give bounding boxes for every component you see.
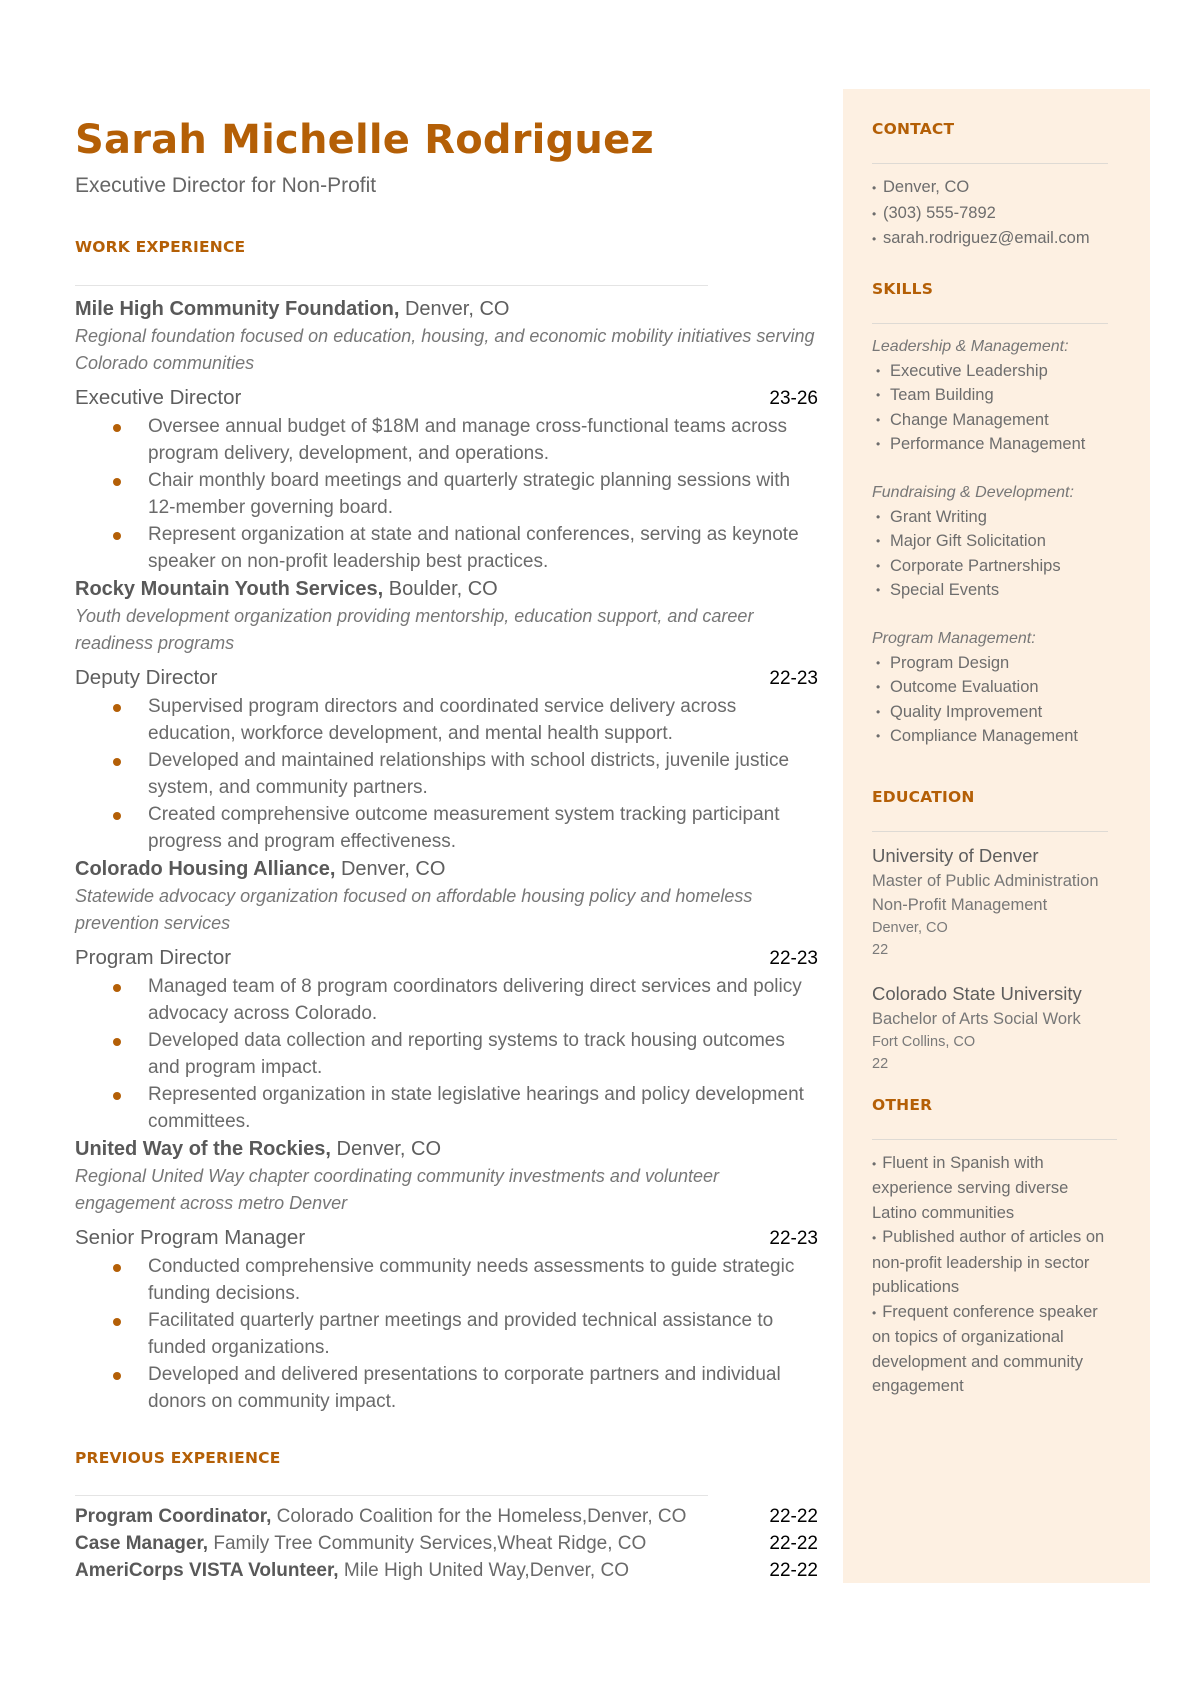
- company-name: Rocky Mountain Youth Services,: [75, 578, 384, 600]
- previous-experience-desc: [75, 1530, 646, 1557]
- company-line: [75, 296, 818, 323]
- graduation-year: 22: [872, 1055, 889, 1072]
- contact-item[interactable]: [872, 175, 1127, 201]
- job-bullet: [75, 521, 818, 575]
- previous-detail: Mile High United Way,Denver, CO: [343, 1560, 629, 1581]
- previous-experience-row: [75, 1530, 818, 1557]
- bullet-dot-icon: [113, 1038, 121, 1046]
- previous-experience-row: [75, 1557, 818, 1584]
- company-name: Colorado Housing Alliance,: [75, 858, 336, 880]
- bullet-icon: •: [872, 1305, 877, 1320]
- sidebar: [843, 89, 1150, 1583]
- contact-text[interactable]: (303) 555-7892: [883, 203, 996, 222]
- job-title: Deputy Director: [75, 666, 218, 689]
- skill-text: Change Management: [890, 410, 1049, 429]
- education-entry: [872, 981, 1127, 1075]
- skill-text: Special Events: [890, 581, 1000, 599]
- skill-text: Outcome Evaluation: [890, 678, 1039, 696]
- skill-item: [872, 700, 1127, 725]
- bullet-icon: •: [872, 206, 877, 221]
- job-row: [75, 384, 818, 413]
- job-dates: 22-23: [769, 948, 818, 969]
- skill-item: [872, 505, 1127, 530]
- bullet-icon: •: [876, 388, 881, 402]
- bullet-text: Developed and maintained relationships with school districts, juvenile justice system, and community partners.: [148, 750, 790, 798]
- job-title: Senior Program Manager: [75, 1226, 306, 1249]
- bullet-text: Developed data collection and reporting systems to track housing outcomes and program impact.: [148, 1030, 785, 1078]
- bullet-text: Represented organization in state legislative hearings and policy development committees.: [148, 1084, 804, 1132]
- other-text: Frequent conference speaker on topics of organizational development and community engagement: [872, 1302, 1098, 1395]
- other-list: [872, 1151, 1127, 1399]
- previous-experience-divider: [75, 1495, 708, 1496]
- skill-item: [872, 675, 1127, 700]
- skill-text: Quality Improvement: [890, 702, 1043, 721]
- contact-list: [872, 175, 1127, 252]
- education-heading: EDUCATION: [872, 787, 975, 806]
- company-description: Regional United Way chapter coordinating community investments and volunteer engagement across metro Denver: [75, 1166, 720, 1213]
- candidate-name: Sarah Michelle Rodriguez: [75, 117, 654, 163]
- bullet-text: Chair monthly board meetings and quarterly strategic planning sessions with 12-member governing board.: [148, 470, 791, 518]
- job-row: [75, 944, 818, 973]
- bullet-text: Represent organization at state and national conferences, serving as keynote speaker on non-profit leadership best practices.: [148, 524, 799, 572]
- skill-item: [872, 578, 1127, 603]
- previous-dates: 22-22: [769, 1506, 818, 1527]
- bullet-text: Oversee annual budget of $18M and manage cross-functional teams across program delivery, development, and operations.: [148, 416, 787, 464]
- education-list: [872, 843, 1127, 1075]
- school-location: Denver, CO: [872, 919, 948, 936]
- candidate-title: Executive Director for Non-Profit: [75, 174, 377, 197]
- work-entry: [75, 576, 818, 855]
- previous-role: AmeriCorps VISTA Volunteer,: [75, 1560, 339, 1581]
- bullet-icon: •: [876, 412, 881, 427]
- skill-item: [872, 408, 1127, 433]
- job-bullet: [75, 1027, 818, 1081]
- skill-item: [872, 359, 1127, 384]
- previous-experience-heading: PREVIOUS EXPERIENCE: [75, 1449, 281, 1467]
- job-bullet: [75, 801, 818, 855]
- company-name: Mile High Community Foundation,: [75, 298, 400, 320]
- skill-text: Team Building: [890, 386, 994, 404]
- bullet-text: Supervised program directors and coordinated service delivery across education, workforce development, and mental health support.: [148, 696, 737, 744]
- bullet-dot-icon: [113, 424, 121, 432]
- skill-category: Program Management:: [872, 629, 1036, 647]
- school-name: University of Denver: [872, 844, 1039, 866]
- job-bullet: [75, 973, 818, 1027]
- previous-detail: Colorado Coalition for the Homeless,Denver, CO: [276, 1506, 687, 1527]
- bullet-dot-icon: [113, 758, 121, 766]
- work-entry: [75, 856, 818, 1135]
- bullet-dot-icon: [113, 984, 121, 992]
- skills-list: [872, 335, 1127, 749]
- main-column: [75, 112, 818, 1584]
- company-line: [75, 856, 818, 883]
- previous-experience-row: [75, 1503, 818, 1530]
- field-of-study: Non-Profit Management: [872, 895, 1048, 914]
- job-bullets: [75, 1253, 818, 1415]
- bullet-icon: •: [876, 509, 881, 524]
- bullet-icon: •: [872, 181, 877, 195]
- skill-item: [872, 554, 1127, 579]
- company-line: [75, 1136, 818, 1163]
- job-row: [75, 1224, 818, 1253]
- skill-text: Executive Leadership: [890, 361, 1048, 380]
- job-bullet: [75, 1307, 818, 1361]
- previous-role: Case Manager,: [75, 1533, 209, 1554]
- bullet-text: Facilitated quarterly partner meetings and provided technical assistance to funded organizations.: [148, 1310, 774, 1358]
- work-entry: [75, 296, 818, 575]
- job-bullet: [75, 1081, 818, 1135]
- school-location: Fort Collins, CO: [872, 1033, 976, 1050]
- skill-item: [872, 432, 1127, 457]
- job-title: Executive Director: [75, 386, 242, 409]
- bullet-icon: •: [876, 534, 881, 548]
- company-location: Denver, CO: [404, 298, 510, 320]
- job-bullet: [75, 413, 818, 467]
- skill-text: Major Gift Solicitation: [890, 532, 1046, 550]
- other-item: [872, 1300, 1117, 1399]
- company-location: Denver, CO: [340, 858, 446, 880]
- job-bullet: [75, 693, 818, 747]
- school-name: Colorado State University: [872, 982, 1082, 1004]
- degree: Master of Public Administration: [872, 871, 1099, 890]
- job-dates: 23-26: [769, 388, 818, 409]
- other-item: [872, 1225, 1117, 1300]
- bullet-icon: •: [876, 704, 881, 719]
- bullet-icon: •: [876, 363, 881, 378]
- skill-item: [872, 724, 1127, 749]
- skill-item: [872, 651, 1127, 676]
- contact-item[interactable]: [872, 226, 1127, 252]
- bullet-dot-icon: [113, 704, 121, 712]
- job-bullet: [75, 1361, 818, 1415]
- previous-experience-list: [75, 1503, 818, 1584]
- bullet-text: Created comprehensive outcome measurement system tracking participant progress and program effectiveness.: [148, 804, 780, 852]
- work-experience-divider: [75, 285, 708, 286]
- job-bullet: [75, 467, 818, 521]
- skill-group: [872, 627, 1127, 749]
- degree: Bachelor of Arts Social Work: [872, 1009, 1081, 1028]
- job-row: [75, 664, 818, 693]
- bullet-dot-icon: [113, 478, 121, 486]
- company-description: Regional foundation focused on education, housing, and economic mobility initiatives serving Colorado communities: [75, 326, 815, 373]
- contact-divider: [872, 163, 1108, 164]
- work-experience-heading: WORK EXPERIENCE: [75, 238, 246, 256]
- job-bullets: [75, 973, 818, 1135]
- bullet-icon: •: [872, 1156, 877, 1171]
- job-title: Program Director: [75, 946, 232, 969]
- skills-divider: [872, 323, 1108, 324]
- bullet-text: Managed team of 8 program coordinators delivering direct services and policy advocacy across Colorado.: [148, 976, 802, 1024]
- bullet-icon: •: [876, 655, 881, 670]
- job-bullet: [75, 1253, 818, 1307]
- company-location: Boulder, CO: [388, 578, 498, 600]
- skill-group: [872, 335, 1127, 457]
- contact-text[interactable]: sarah.rodriguez@email.com: [883, 229, 1090, 247]
- other-divider: [872, 1139, 1117, 1140]
- work-experience-list: [75, 296, 818, 1415]
- graduation-year: 22: [872, 941, 889, 958]
- bullet-dot-icon: [113, 812, 121, 820]
- other-text: Published author of articles on non-profit leadership in sector publications: [872, 1228, 1105, 1296]
- skill-group: [872, 481, 1127, 603]
- job-bullets: [75, 693, 818, 855]
- contact-item[interactable]: [872, 201, 1127, 227]
- job-dates: 22-23: [769, 668, 818, 689]
- previous-experience-desc: [75, 1503, 686, 1530]
- previous-experience-desc: [75, 1557, 629, 1584]
- other-heading: OTHER: [872, 1095, 933, 1114]
- skill-text: Performance Management: [890, 435, 1086, 453]
- previous-dates: 22-22: [769, 1533, 818, 1554]
- bullet-icon: •: [872, 1231, 877, 1245]
- bullet-dot-icon: [113, 1264, 121, 1272]
- previous-dates: 22-22: [769, 1560, 818, 1581]
- bullet-icon: •: [876, 583, 881, 597]
- bullet-icon: •: [876, 680, 881, 694]
- job-bullet: [75, 747, 818, 801]
- job-bullets: [75, 413, 818, 575]
- bullet-dot-icon: [113, 532, 121, 540]
- other-text: Fluent in Spanish with experience serving diverse Latino communities: [872, 1153, 1069, 1222]
- previous-role: Program Coordinator,: [75, 1506, 272, 1527]
- company-description: Statewide advocacy organization focused on affordable housing policy and homeless prevention services: [75, 886, 753, 933]
- bullet-dot-icon: [113, 1318, 121, 1326]
- contact-text[interactable]: Denver, CO: [883, 178, 970, 196]
- education-divider: [872, 831, 1108, 832]
- skill-text: Corporate Partnerships: [890, 556, 1061, 575]
- education-entry: [872, 843, 1127, 961]
- company-location: Denver, CO: [336, 1138, 442, 1160]
- skill-category: Leadership & Management:: [872, 337, 1069, 355]
- bullet-icon: •: [872, 232, 877, 246]
- work-entry: [75, 1136, 818, 1415]
- skill-category: Fundraising & Development:: [872, 483, 1074, 501]
- company-name: United Way of the Rockies,: [75, 1138, 331, 1160]
- skill-item: [872, 529, 1127, 554]
- other-item: [872, 1151, 1117, 1226]
- company-line: [75, 576, 818, 603]
- bullet-dot-icon: [113, 1372, 121, 1380]
- bullet-text: Conducted comprehensive community needs assessments to guide strategic funding decisions.: [148, 1256, 795, 1304]
- bullet-dot-icon: [113, 1092, 121, 1100]
- skill-item: [872, 383, 1127, 408]
- bullet-icon: •: [876, 558, 881, 573]
- job-dates: 22-23: [769, 1228, 818, 1249]
- previous-detail: Family Tree Community Services,Wheat Ridge, CO: [213, 1533, 647, 1554]
- company-description: Youth development organization providing mentorship, education support, and career readiness programs: [75, 606, 754, 653]
- skill-text: Compliance Management: [890, 727, 1079, 745]
- contact-heading: CONTACT: [872, 120, 955, 138]
- bullet-icon: •: [876, 437, 881, 451]
- bullet-icon: •: [876, 729, 881, 743]
- skill-text: Program Design: [890, 653, 1010, 672]
- skill-text: Grant Writing: [890, 507, 987, 526]
- bullet-text: Developed and delivered presentations to corporate partners and individual donors on community impact.: [148, 1364, 781, 1412]
- skills-heading: SKILLS: [872, 279, 934, 298]
